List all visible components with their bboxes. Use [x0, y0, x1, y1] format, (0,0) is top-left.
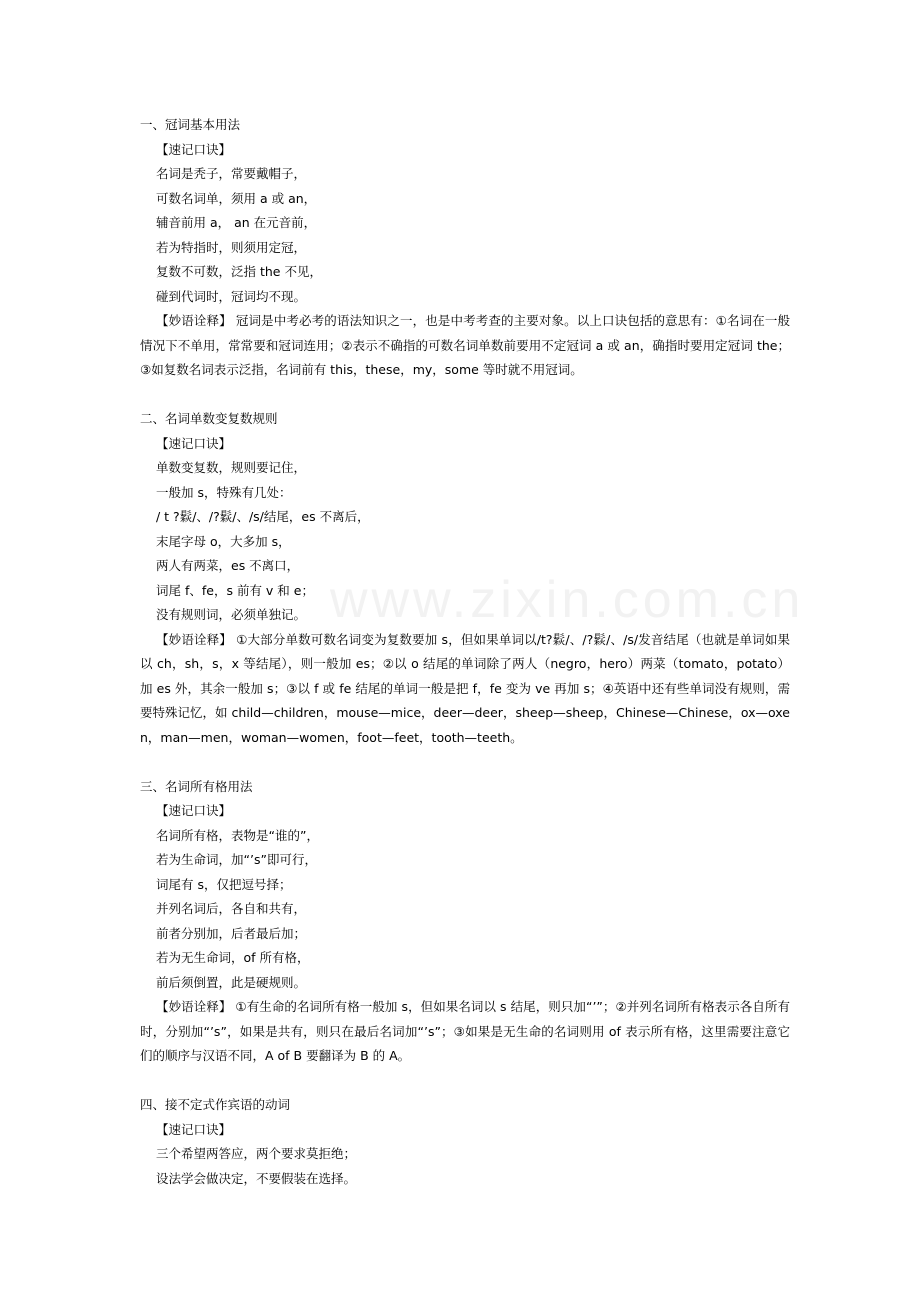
- mnemonic-label: 【速记口诀】: [156, 435, 232, 451]
- section-possessive: [140, 775, 790, 1069]
- mnemonic-label: 【速记口诀】: [156, 1121, 232, 1137]
- explain-label: 【妙语诠释】: [156, 631, 232, 647]
- mnemonic-line: 没有规则词，必须单独记。: [156, 607, 307, 622]
- mnemonic-line: 并列名词后，各自和共有，: [156, 901, 307, 916]
- mnemonic-line: 词尾 f、fe，s 前有 v 和 e；: [156, 582, 314, 598]
- explain-label: 【妙语诠释】: [156, 999, 232, 1014]
- explain-label: 【妙语诠释】: [156, 313, 232, 328]
- mnemonic-line: 前后须倒置，此是硬规则。: [156, 974, 307, 990]
- mnemonic-label: 【速记口诀】: [156, 141, 232, 157]
- mnemonic-line: 若为特指时，则须用定冠，: [156, 239, 307, 255]
- mnemonic-label: 【速记口诀】: [156, 803, 232, 818]
- mnemonic-line: 辅音前用 a， an 在元音前，: [156, 215, 317, 230]
- mnemonic-line: 三个希望两答应，两个要求莫拒绝；: [156, 1146, 357, 1161]
- mnemonic-line: 词尾有 s，仅把逗号择；: [156, 876, 292, 892]
- section-infinitive-verbs: [140, 1093, 790, 1191]
- explain-text: ①大部分单数可数名词变为复数要加 s，但如果单词以/t?鬏/、/?鬏/、/s/发音结尾（也就是单词如果以 ch，sh，s，x 等结尾），则一般加 es；②以 o 结尾的单词除了两人（negro，hero）两菜（tomato，potato）加 es 外，其余一般加 s；③以 f 或 fe 结尾的单词一般是把 f，fe 变为 ve 再加 s；④英语中还有些单词没有规则，需要特殊记忆，如 child—children，mouse—mice，deer—deer，sheep—sheep，Chinese—Chinese，ox—oxen，man—men，woman—women，foot—feet，tooth—teeth。: [140, 631, 790, 745]
- mnemonic-line: 末尾字母 o，大多加 s，: [156, 533, 291, 549]
- watermark: www.zixin.com.cn: [330, 571, 805, 629]
- explanation-paragraph: [140, 628, 790, 751]
- explanation-paragraph: [140, 995, 790, 1069]
- section-heading: 二、名词单数变复数规则: [140, 411, 278, 426]
- document-body: [140, 113, 790, 1216]
- mnemonic-line: 复数不可数，泛指 the 不见，: [156, 264, 322, 279]
- mnemonic-line: 名词是秃子，常要戴帽子，: [156, 166, 307, 181]
- mnemonic-line: 名词所有格，表物是“谁的”，: [156, 827, 319, 843]
- mnemonic-line: 一般加 s，特殊有几处：: [156, 484, 292, 500]
- mnemonic-line: 可数名词单，须用 a 或 an，: [156, 190, 317, 206]
- mnemonic-line: 若为无生命词，of 所有格，: [156, 950, 310, 965]
- mnemonic-line: 单数变复数，规则要记住，: [156, 460, 307, 475]
- mnemonic-line: 设法学会做决定，不要假装在选择。: [156, 1170, 357, 1186]
- mnemonic-line: 碰到代词时，冠词均不现。: [156, 288, 307, 304]
- section-heading: 四、接不定式作宾语的动词: [140, 1097, 291, 1112]
- section-heading: 三、名词所有格用法: [140, 778, 253, 794]
- explanation-paragraph: [140, 309, 790, 383]
- section-plural-nouns: [140, 407, 790, 750]
- mnemonic-line: 若为生命词，加“’s”即可行，: [156, 852, 317, 867]
- explain-text: 冠词是中考必考的语法知识之一，也是中考考查的主要对象。以上口诀包括的意思有：①名词在一般情况下不单用，常常要和冠词连用；②表示不确指的可数名词单数前要用不定冠词 a 或 an，确指时要用定冠词 the；③如复数名词表示泛指，名词前有 this，these，my，some 等时就不用冠词。: [140, 313, 790, 377]
- section-heading: 一、冠词基本用法: [140, 117, 241, 132]
- explain-text: ①有生命的名词所有格一般加 s，但如果名词以 s 结尾，则只加“’”；②并列名词所有格表示各自所有时，分别加“’s”，如果是共有，则只在最后名词加“’s”；③如果是无生命的名词则用 of 表示所有格，这里需要注意它们的顺序与汉语不同，A of B 要翻译为 B 的 A。: [140, 999, 790, 1063]
- section-articles: [140, 113, 790, 383]
- mnemonic-line: / t ?鬏/、/?鬏/、/s/结尾，es 不离后，: [156, 509, 370, 524]
- mnemonic-line: 两人有两菜，es 不离口，: [156, 558, 300, 573]
- mnemonic-line: 前者分别加，后者最后加；: [156, 925, 307, 941]
